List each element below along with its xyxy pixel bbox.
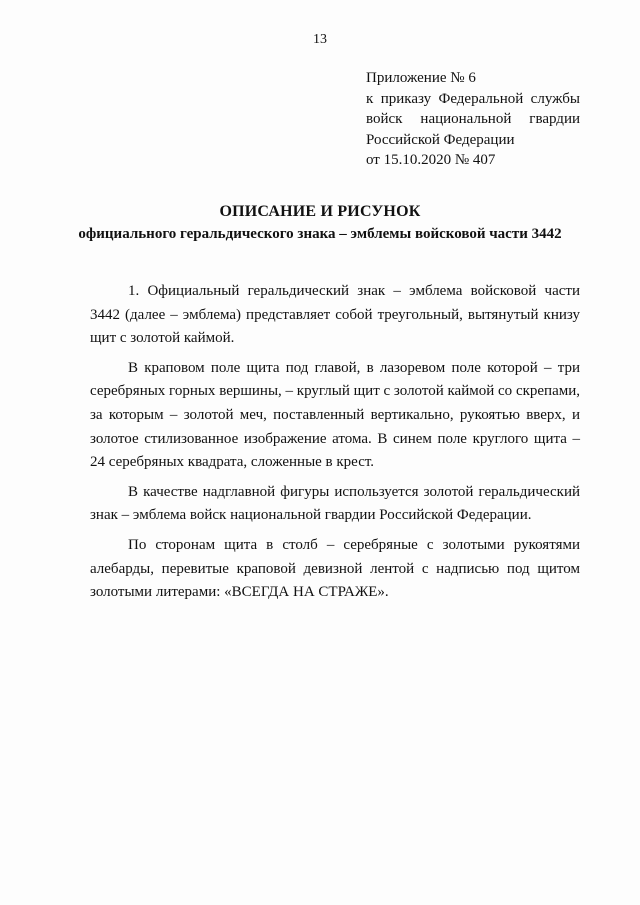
appendix-date: от 15.10.2020 № 407 bbox=[366, 152, 496, 168]
paragraph: 1. Официальный геральдический знак – эмблема войсковой части 3442 (далее – эмблема) представляет собой треугольный, вытянутый книзу щит с золотой каймой. bbox=[90, 283, 580, 347]
appendix-block bbox=[366, 68, 580, 171]
document-body bbox=[90, 280, 580, 611]
appendix-service: войск национальной гвардии bbox=[366, 111, 580, 127]
document-subtitle: официального геральдического знака – эмблемы войсковой части 3442 bbox=[78, 226, 562, 242]
appendix-number: Приложение № 6 bbox=[366, 70, 476, 86]
paragraph: В качестве надглавной фигуры используется золотой геральдический знак – эмблема войск национальной гвардии Российской Федерации. bbox=[90, 483, 580, 524]
paragraph: По сторонам щита в столб – серебряные с золотыми рукоятями алебарды, перевитые краповой девизной лентой с надписью под щитом золотыми литерами: «ВСЕГДА НА СТРАЖЕ». bbox=[90, 536, 580, 601]
appendix-order-ref: к приказу Федеральной службы bbox=[366, 90, 580, 107]
paragraph: В краповом поле щита под главой, в лазоревом поле которой – три серебряных горных вершины, – круглый щит с золотой каймой со скрепами, за которым – золотой меч, поставленный вертикально, рукоятью вверх, и золотое стилизованное изображение атома. В синем поле круглого щита – 24 серебряных квадрата, сложенные в крест. bbox=[90, 359, 580, 471]
page-number: 13 bbox=[313, 32, 327, 47]
appendix-country: Российской Федерации bbox=[366, 131, 515, 148]
document-title: ОПИСАНИЕ И РИСУНОК bbox=[219, 203, 421, 220]
